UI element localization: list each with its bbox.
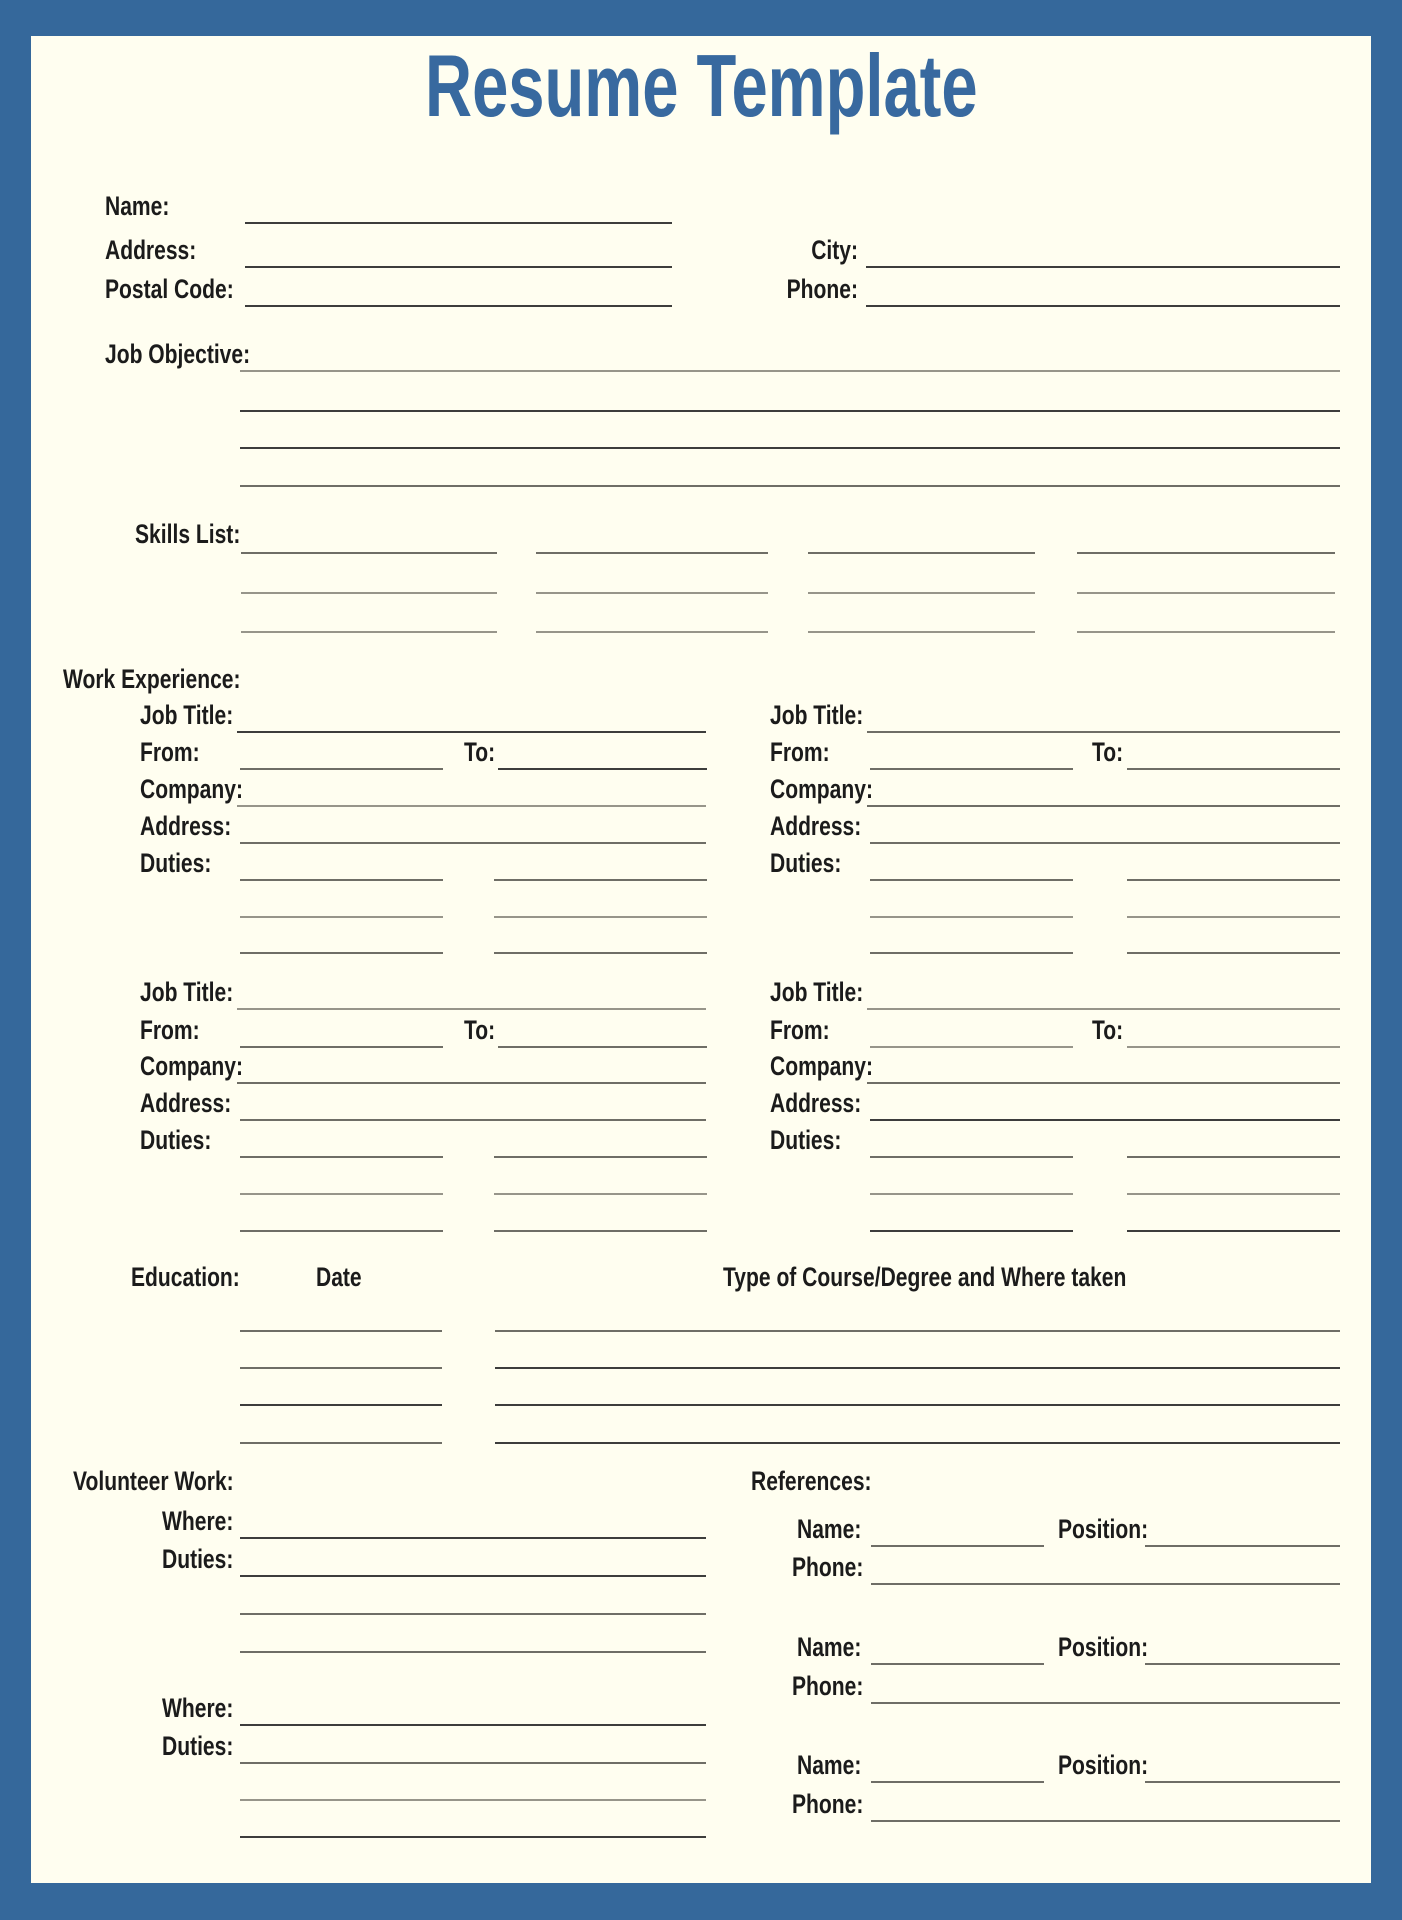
name-label: Name: [105,191,170,221]
job-address-line[interactable] [240,1119,706,1121]
duties-label: Duties: [140,848,212,878]
job-title-line[interactable] [867,731,1340,733]
skills-line[interactable] [241,552,497,554]
education-course-header: Type of Course/Degree and Where taken [723,1262,1127,1292]
education-date-line[interactable] [240,1330,442,1332]
phone-field-line[interactable] [866,305,1340,307]
education-course-line[interactable] [495,1442,1340,1444]
duties-line[interactable] [870,1230,1073,1232]
skills-line[interactable] [808,631,1035,633]
postal-code-field-line[interactable] [245,305,672,307]
volunteer-work-label: Volunteer Work: [73,1466,234,1496]
address-label: Address: [105,235,197,265]
reference-phone-label: Phone: [792,1671,864,1701]
duties-line[interactable] [870,1193,1073,1195]
from-label: From: [140,1015,200,1045]
volunteer-duties-line[interactable] [240,1762,706,1764]
job-objective-label: Job Objective: [105,339,251,369]
education-label: Education: [131,1262,240,1292]
education-course-line[interactable] [495,1367,1340,1369]
duties-line[interactable] [240,1230,443,1232]
duties-line[interactable] [240,879,443,881]
education-date-line[interactable] [240,1367,442,1369]
postal-code-label: Postal Code: [105,274,234,304]
duties-line[interactable] [1127,916,1340,918]
education-date-header: Date [316,1262,362,1292]
volunteer-where-line[interactable] [240,1724,706,1726]
reference-name-label: Name: [797,1632,862,1662]
from-line[interactable] [870,1046,1073,1048]
volunteer-where-label: Where: [162,1693,234,1723]
job-objective-line[interactable] [240,370,1340,372]
skills-line[interactable] [241,592,497,594]
volunteer-duties-label: Duties: [162,1731,234,1761]
from-label: From: [140,737,200,767]
phone-label: Phone: [786,274,858,304]
company-label: Company: [770,774,873,804]
duties-line[interactable] [870,1156,1073,1158]
duties-line[interactable] [1127,879,1340,881]
reference-phone-label: Phone: [792,1789,864,1819]
job-address-label: Address: [770,1088,862,1118]
to-line[interactable] [498,1046,707,1048]
city-field-line[interactable] [866,266,1340,268]
company-line[interactable] [237,1082,706,1084]
education-date-line[interactable] [240,1404,442,1406]
company-line[interactable] [867,805,1340,807]
duties-line[interactable] [494,1156,707,1158]
reference-name-line[interactable] [871,1663,1044,1665]
reference-name-line[interactable] [871,1781,1044,1783]
skills-line[interactable] [1077,592,1335,594]
reference-position-line[interactable] [1145,1781,1340,1783]
duties-line[interactable] [240,1193,443,1195]
job-title-label: Job Title: [770,700,864,730]
reference-phone-label: Phone: [792,1552,864,1582]
education-date-line[interactable] [240,1442,442,1444]
job-title-label: Job Title: [140,700,234,730]
job-address-label: Address: [770,811,862,841]
reference-phone-line[interactable] [871,1820,1340,1822]
reference-position-label: Position: [1058,1750,1149,1780]
volunteer-where-label: Where: [162,1506,234,1536]
job-address-label: Address: [140,811,232,841]
to-line[interactable] [498,768,707,770]
reference-position-line[interactable] [1145,1663,1340,1665]
volunteer-duties-line[interactable] [240,1575,706,1577]
from-label: From: [770,737,830,767]
skills-line[interactable] [808,552,1035,554]
company-label: Company: [140,1051,243,1081]
to-label: To: [1092,737,1124,767]
job-title-line[interactable] [237,1008,706,1010]
duties-line[interactable] [494,1193,707,1195]
to-label: To: [464,1015,496,1045]
volunteer-where-line[interactable] [240,1537,706,1539]
duties-line[interactable] [1127,1156,1340,1158]
skills-line[interactable] [808,592,1035,594]
reference-position-line[interactable] [1145,1545,1340,1547]
job-title-line[interactable] [867,1008,1340,1010]
from-label: From: [770,1015,830,1045]
reference-phone-line[interactable] [871,1583,1340,1585]
reference-name-label: Name: [797,1514,862,1544]
skills-list-label: Skills List: [135,519,241,549]
education-course-line[interactable] [495,1330,1340,1332]
duties-line[interactable] [494,1230,707,1232]
duties-line[interactable] [494,952,707,954]
duties-line[interactable] [870,879,1073,881]
duties-label: Duties: [770,1125,842,1155]
job-objective-line[interactable] [240,485,1340,487]
volunteer-duties-line[interactable] [240,1613,706,1615]
education-course-line[interactable] [495,1404,1340,1406]
duties-label: Duties: [770,848,842,878]
duties-line[interactable] [240,916,443,918]
company-line[interactable] [867,1082,1340,1084]
duties-line[interactable] [1127,1230,1340,1232]
duties-line[interactable] [494,916,707,918]
volunteer-duties-label: Duties: [162,1544,234,1574]
skills-line[interactable] [1077,631,1335,633]
work-experience-label: Work Experience: [63,664,241,694]
to-label: To: [1092,1015,1124,1045]
duties-label: Duties: [140,1125,212,1155]
address-field-line[interactable] [245,266,672,268]
job-title-label: Job Title: [140,977,234,1007]
from-line[interactable] [240,768,443,770]
job-objective-line[interactable] [240,410,1340,412]
volunteer-duties-line[interactable] [240,1799,706,1801]
duties-line[interactable] [494,879,707,881]
job-address-line[interactable] [240,842,706,844]
references-label: References: [751,1466,872,1496]
company-label: Company: [770,1051,873,1081]
skills-line[interactable] [536,552,768,554]
reference-position-label: Position: [1058,1632,1149,1662]
job-title-label: Job Title: [770,977,864,1007]
reference-name-line[interactable] [871,1545,1044,1547]
job-address-line[interactable] [870,1119,1340,1121]
job-objective-line[interactable] [240,447,1340,449]
from-line[interactable] [870,768,1073,770]
company-label: Company: [140,774,243,804]
reference-phone-line[interactable] [871,1702,1340,1704]
duties-line[interactable] [240,952,443,954]
company-line[interactable] [237,805,706,807]
reference-position-label: Position: [1058,1514,1149,1544]
duties-line[interactable] [240,1156,443,1158]
from-line[interactable] [240,1046,443,1048]
skills-line[interactable] [241,631,497,633]
name-field-line[interactable] [245,222,672,224]
skills-line[interactable] [536,592,768,594]
duties-line[interactable] [870,952,1073,954]
duties-line[interactable] [870,916,1073,918]
job-address-label: Address: [140,1088,232,1118]
page-title: Resume Template [424,36,978,135]
duties-line[interactable] [1127,1193,1340,1195]
volunteer-duties-line[interactable] [240,1651,706,1653]
skills-line[interactable] [536,631,768,633]
skills-line[interactable] [1077,552,1335,554]
duties-line[interactable] [1127,952,1340,954]
job-address-line[interactable] [870,842,1340,844]
paper-background [31,36,1371,1883]
reference-name-label: Name: [797,1750,862,1780]
to-line[interactable] [1127,768,1340,770]
volunteer-duties-line[interactable] [240,1836,706,1838]
to-line[interactable] [1127,1046,1340,1048]
city-label: City: [811,235,858,265]
job-title-line[interactable] [237,731,706,733]
to-label: To: [464,737,496,767]
